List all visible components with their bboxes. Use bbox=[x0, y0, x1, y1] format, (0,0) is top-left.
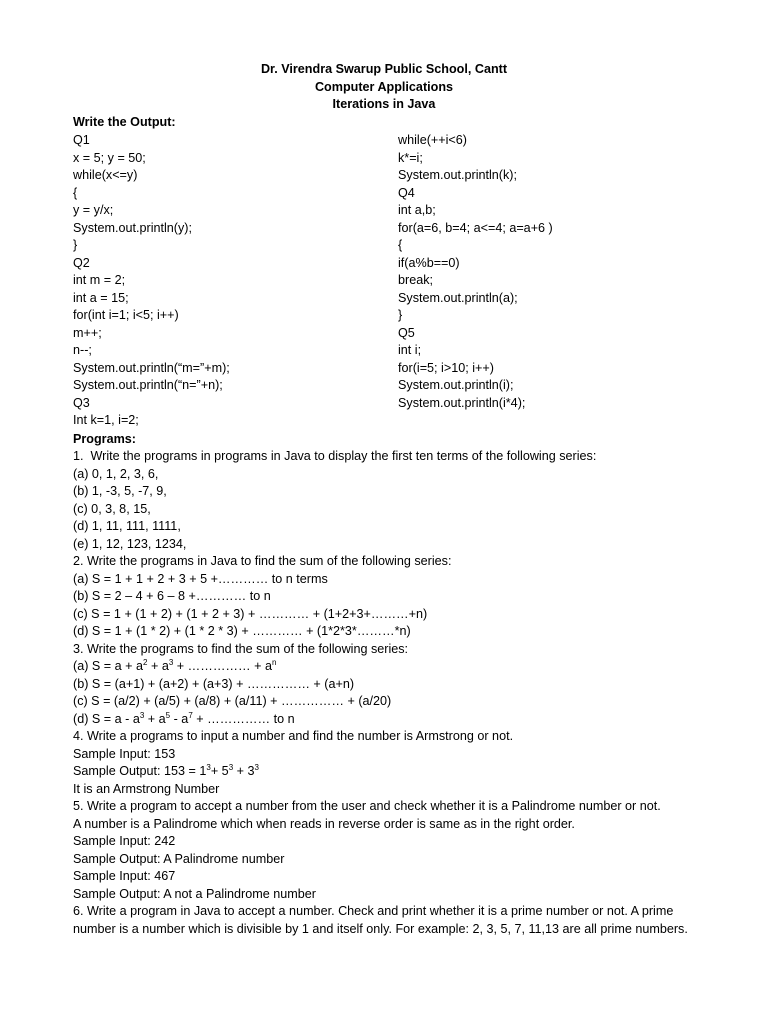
series3-a: (a) $S = a + a^2 + a^3$ + …………… + $a^n$ bbox=[73, 658, 277, 673]
code-line: Int k=1, i=2; bbox=[73, 413, 139, 427]
series3-c: (c) S = (a/2) + (a/5) + (a/8) + (a/11) + …………… + (a/20) bbox=[73, 694, 392, 708]
code-line: for(a=6, b=4; a<=4; a=a+6 ) bbox=[398, 220, 553, 235]
code-line: System.out.println(i*4); bbox=[398, 395, 526, 410]
q4-sample-output: Sample Output: $153 = 1^3+ 5^3 + 3^3$ bbox=[73, 763, 259, 778]
code-line: int m = 2; bbox=[73, 273, 126, 287]
code-line: m++; bbox=[73, 325, 102, 340]
program-line: (d) S = 1 + (1 * 2) + (1 * 2 * 3) + ………… + (1*2*3*………*n) bbox=[73, 624, 411, 638]
code-line: while(++i<6) bbox=[398, 133, 467, 147]
code-line: n--; bbox=[73, 343, 92, 357]
code-line: int a = 15; bbox=[73, 290, 129, 305]
code-line: System.out.println(“n=”+n); bbox=[73, 378, 223, 392]
code-line: int i; bbox=[398, 343, 422, 357]
q5-definition: A number is a Palindrome which when reads in reverse order is same as in the right order. bbox=[73, 816, 575, 831]
q4-text: 4. Write a programs to input a number and find the number is Armstrong or not. bbox=[73, 729, 514, 743]
programs-section-title: Programs: bbox=[73, 432, 136, 446]
sample-line: Sample Input: 467 bbox=[73, 869, 176, 883]
school-name: Dr. Virendra Swarup Public School, Cantt bbox=[260, 62, 508, 76]
q5-text: 5. Write a program to accept a number from the user and check whether it is a Palindrome number or not. bbox=[73, 799, 661, 813]
code-line: int a,b; bbox=[398, 203, 436, 217]
code-line: while(x<=y) bbox=[73, 168, 138, 182]
programs-list bbox=[73, 448, 713, 938]
code-line: System.out.println(k); bbox=[398, 168, 517, 182]
q4-result: It is an Armstrong Number bbox=[73, 781, 220, 796]
code-line: Q3 bbox=[73, 395, 90, 410]
output-right-column bbox=[398, 132, 553, 412]
code-line: Q4 bbox=[398, 185, 415, 200]
sample-line: Sample Output: A not a Palindrome number bbox=[73, 886, 316, 901]
code-line: break; bbox=[398, 273, 434, 287]
program-line: (c) 0, 3, 8, 15, bbox=[73, 501, 151, 516]
topic-title: Iterations in Java bbox=[332, 97, 436, 111]
code-line: System.out.println(i); bbox=[398, 378, 514, 392]
program-line: (b) 1, -3, 5, -7, 9, bbox=[73, 484, 167, 498]
code-line: x = 5; y = 50; bbox=[73, 150, 146, 165]
code-line: { bbox=[398, 238, 403, 252]
code-line: if(a%b==0) bbox=[398, 255, 460, 270]
document-header bbox=[0, 61, 768, 114]
code-line: System.out.println(a); bbox=[398, 290, 518, 305]
sample-line: Sample Output: A Palindrome number bbox=[73, 851, 285, 866]
program-line: 1. Write the programs in programs in Java to display the first ten terms of the following series: bbox=[73, 449, 597, 463]
q4-sample-input: Sample Input: 153 bbox=[73, 746, 176, 761]
code-line: } bbox=[73, 238, 78, 252]
code-line: { bbox=[73, 185, 78, 200]
series3-b: (b) S = (a+1) + (a+2) + (a+3) + …………… + (a+n) bbox=[73, 676, 355, 691]
program-line: 2. Write the programs in Java to find the sum of the following series: bbox=[73, 554, 452, 568]
programs-lines bbox=[73, 448, 713, 658]
code-line: Q1 bbox=[73, 133, 90, 147]
code-line: for(i=5; i>10; i++) bbox=[398, 360, 494, 375]
program-line: (b) S = 2 – 4 + 6 – 8 +………… to n bbox=[73, 589, 271, 603]
subject-title: Computer Applications bbox=[314, 79, 454, 94]
program-line: (d) 1, 11, 111, 1111, bbox=[73, 519, 181, 533]
program-line: (a) S = 1 + 1 + 2 + 3 + 5 +………… to n terms bbox=[73, 571, 328, 586]
code-line: System.out.println(y); bbox=[73, 220, 192, 235]
code-line: System.out.println(“m=”+m); bbox=[73, 360, 230, 375]
code-line: Q5 bbox=[398, 325, 415, 340]
output-left-column bbox=[73, 132, 230, 430]
code-line: for(int i=1; i<5; i++) bbox=[73, 308, 179, 322]
sample-line: Sample Input: 242 bbox=[73, 834, 176, 848]
code-line: Q2 bbox=[73, 255, 90, 270]
code-line: k*=i; bbox=[398, 150, 423, 165]
code-line: } bbox=[398, 308, 403, 322]
program-line: (a) 0, 1, 2, 3, 6, bbox=[73, 466, 159, 481]
q5-samples bbox=[73, 833, 713, 903]
output-section-title: Write the Output: bbox=[73, 115, 176, 129]
series3-d: (d) $S = a - a^3 + a^5 - a^7$ + …………… to n bbox=[73, 710, 295, 726]
program-line: (e) 1, 12, 123, 1234, bbox=[73, 536, 187, 551]
program-line: 3. Write the programs to find the sum of the following series: bbox=[73, 641, 409, 656]
q6-text: 6. Write a program in Java to accept a number. Check and print whether it is a prime number or not. A prime number is a number which is divisible by 1 and itself only. For example: 2, 3, 5, 7, 11,13 are all prime numbers. bbox=[73, 904, 688, 936]
program-line: (c) S = 1 + (1 + 2) + (1 + 2 + 3) + ………… + (1+2+3+………+n) bbox=[73, 606, 428, 621]
code-line: y = y/x; bbox=[73, 203, 114, 217]
